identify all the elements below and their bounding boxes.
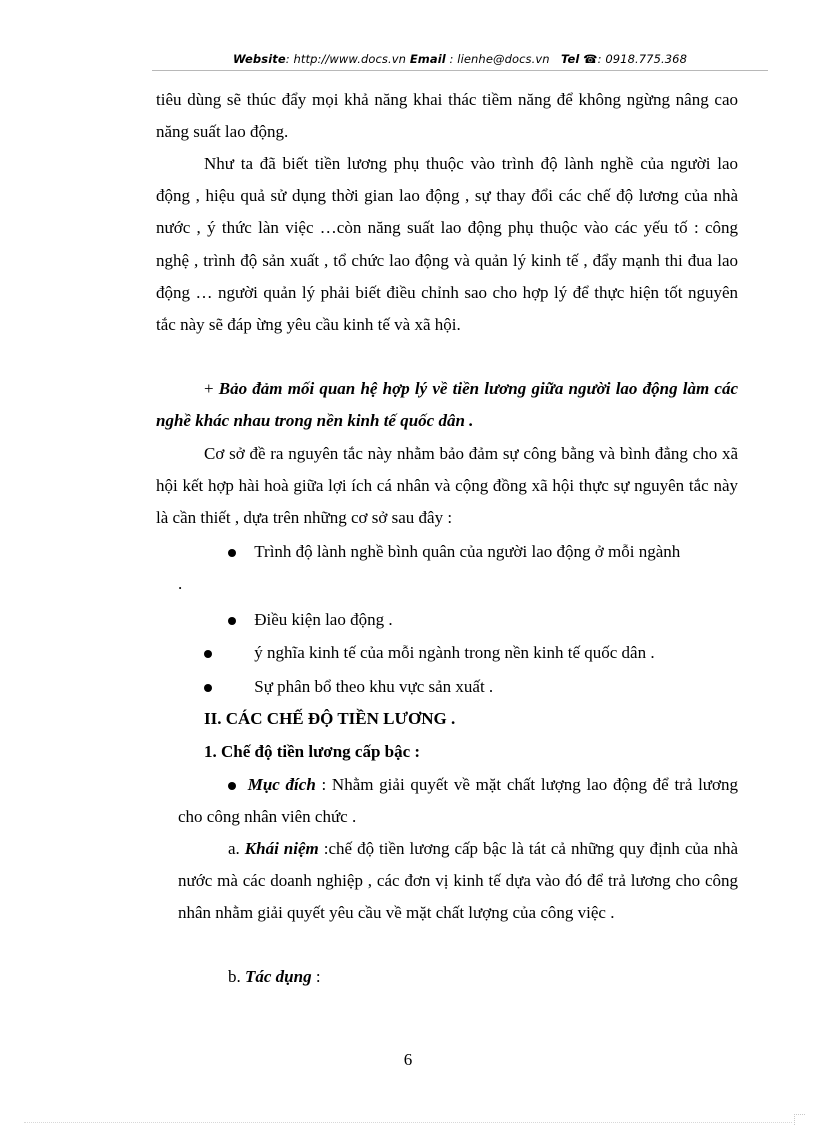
list-item-text: Trình độ lành nghề bình quân của người lao động ở mỗi ngành	[254, 542, 681, 561]
section-heading-1: 1. Chế độ tiền lương cấp bậc :	[204, 742, 421, 761]
website-label: Website	[232, 52, 286, 66]
website-value: : http://www.docs.vn	[285, 52, 407, 66]
list-item-text: Điều kiện lao động .	[254, 610, 393, 629]
email-value: : lienhe@docs.vn	[445, 52, 550, 66]
bullet-icon	[204, 684, 212, 692]
corner-mark	[794, 1114, 805, 1125]
principle-heading: Bảo đảm mối quan hệ hợp lý về tiền lương giữa người lao động làm các nghề khác nhau trong nền kinh tế quốc dân .	[156, 379, 738, 431]
header-divider	[152, 70, 768, 71]
phone-icon: ☎	[583, 52, 598, 66]
list-item-text: ý nghĩa kinh tế của mỗi ngành trong nền kinh tế quốc dân .	[254, 643, 655, 662]
list-item-continuation: .	[178, 574, 183, 593]
paragraph-1: tiêu dùng sẽ thúc đẩy mọi khả năng khai thác tiềm năng để không ngừng nâng cao năng suất lao động.	[156, 90, 738, 142]
khai-niem-label: Khái niệm	[244, 839, 319, 858]
muc-dich-paragraph	[178, 769, 738, 833]
list-item	[204, 637, 655, 669]
bullet-icon	[204, 650, 212, 658]
list-item	[228, 604, 393, 636]
item-b-prefix: b.	[228, 967, 245, 986]
page-number: 6	[403, 1050, 413, 1069]
page-header	[152, 52, 768, 66]
paragraph-3	[156, 373, 738, 437]
item-a-prefix: a.	[228, 839, 245, 858]
list-item	[228, 536, 680, 568]
list-item	[204, 671, 493, 703]
muc-dich-label: Mục đích	[247, 775, 316, 794]
plus-prefix: +	[204, 379, 219, 398]
bullet-icon	[228, 617, 236, 625]
khai-niem-paragraph	[178, 833, 738, 930]
paragraph-4: Cơ sở đề ra nguyên tắc này nhằm bảo đảm sự công bằng và bình đẳng cho xã hội kết hợp hài hoà giữa lợi ích cá nhân và cộng đồng xã hội thực sự nguyên tắc này là cần thiết , dựa trên những cơ sở sau đây :	[156, 444, 738, 528]
bullet-icon	[228, 782, 236, 790]
email-label: Email	[409, 52, 446, 66]
muc-dich-text: : Nhằm giải quyết về mặt chất lượng lao động để trả lương cho công nhân viên chức .	[178, 775, 739, 827]
list-item-text: Sự phân bổ theo khu vực sản xuất .	[254, 677, 494, 696]
tac-dung-text: :	[311, 967, 321, 986]
paragraph-2: Như ta đã biết tiền lương phụ thuộc vào trình độ lành nghề của người lao động , hiệu quả sử dụng thời gian lao động , sự thay đổi các chế độ lương của nhà nước , ý thức làn việc …còn năng suất lao động phụ thuộc vào các yếu tố : công nghệ , trình độ sản xuất , tổ chức lao động và quản lý kinh tế , đẩy mạnh thi đua lao động … người quản lý phải biết điều chỉnh sao cho hợp lý để thực hiện tốt nguyên tắc này sẽ đáp ừng yêu cầu kinh tế và xã hội.	[156, 154, 738, 335]
bullet-icon	[228, 549, 236, 557]
khai-niem-text: :chế độ tiền lương cấp bậc là tát cả những quy định của nhà nước mà các doanh nghiệp , các đơn vị kinh tế dựa vào đó để trả lương cho công nhân nhằm giải quyết yêu cầu về mặt chất lượng của công việc .	[178, 839, 739, 923]
tel-label: Tel	[560, 52, 580, 66]
tac-dung-label: Tác dụng	[245, 967, 312, 986]
tac-dung-paragraph	[178, 961, 738, 993]
tel-value: : 0918.775.368	[597, 52, 688, 66]
section-heading-ii: II. CÁC CHẾ ĐỘ TIỀN LƯƠNG .	[204, 709, 456, 728]
